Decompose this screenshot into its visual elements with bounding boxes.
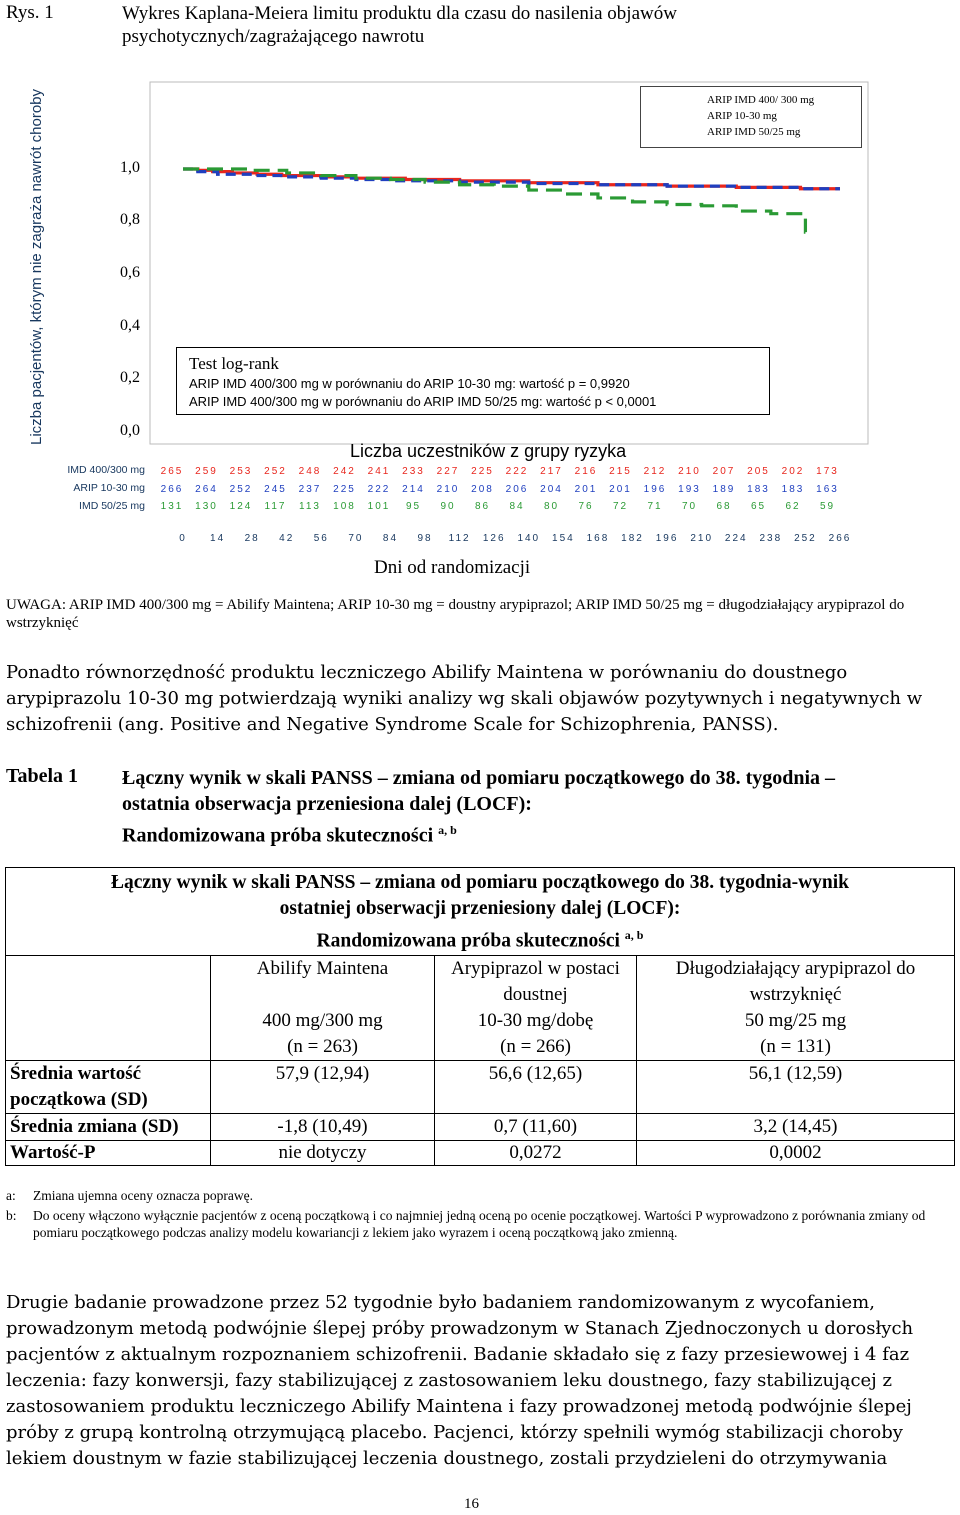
x-tick-label: 238 [759,533,783,544]
col-name: Długodziałający arypiprazol do wstrzyknięć [675,957,916,1005]
x-tick-label: 0 [179,533,187,544]
table-header-line: ostatniej obserwacji przeniesiony dalej (LOCF): [279,898,681,919]
row-label: Wartość-P [6,1140,211,1165]
y-tick-label: 0,4 [120,317,140,334]
y-tick-label: 0,2 [120,369,140,386]
table-header-sup: a, b [624,928,644,942]
footnote-key: a: [6,1188,16,1203]
x-tick-label: 196 [655,533,679,544]
row-value: 0,7 (11,60) [435,1113,637,1140]
risk-count: 202 [781,466,805,477]
table-header-line [10,922,950,955]
series-line-imd50 [183,169,805,232]
risk-count: 253 [229,466,253,477]
x-tick-label: 70 [348,533,364,544]
risk-row-label: IMD 50/25 mg [79,500,145,512]
figure-title: Wykres Kaplana-Meiera limitu produktu dla czasu do nasilenia objawów psychotycznych/zagrażającego nawrotu [122,3,677,47]
figure-note: UWAGA: ARIP IMD 400/300 mg = Abilify Maintena; ARIP 10-30 mg = doustny arypiprazol; ARIP IMD 50/25 mg = długodziałający arypiprazol do wstrzyknięć [6,597,905,631]
y-tick-label: 0,8 [120,211,140,228]
risk-count: 215 [609,466,632,477]
col-dose: 50 mg/25 mg [744,1009,847,1031]
risk-count: 183 [781,484,805,495]
x-tick-label: 14 [210,533,226,544]
x-tick-label: 28 [244,533,260,544]
kaplan-meier-chart [0,0,960,560]
risk-count: 183 [747,484,770,495]
risk-count: 108 [333,501,356,512]
x-tick-label: 182 [621,533,644,544]
risk-count: 252 [264,466,287,477]
row-value: 0,0272 [435,1140,637,1165]
paragraph-panss: Ponadto równorzędność produktu leczniczego Abilify Maintena w porównaniu do doustnego arypiprazolu 10-30 mg potwierdzają wyniki analizy wg skali objawów pozytywnych i negatywnych w schizofrenii (ang. Positive and Negative Syndrome Scale for Schizophrenia, PANSS). [6,662,923,735]
table-row [6,1113,955,1140]
col-dose: 400 mg/300 mg [262,1009,383,1031]
x-tick-label: 42 [279,533,295,544]
table-label: Tabela 1 [6,765,79,787]
footnote-text: Zmiana ujemna oceny oznacza poprawę. [33,1188,254,1203]
risk-count: 86 [474,501,491,512]
risk-count: 241 [367,466,391,477]
risk-count: 210 [678,466,701,477]
risk-table-title: Liczba uczestników z grupy ryzyka [350,441,627,461]
risk-count: 204 [540,484,563,495]
risk-count: 252 [229,484,253,495]
table-col-head [435,955,637,1060]
legend-label-arip: ARIP 10-30 mg [707,110,777,122]
risk-count: 189 [712,484,736,495]
risk-count: 265 [160,466,184,477]
risk-count: 117 [264,501,287,512]
chart-legend [640,86,862,148]
risk-count: 264 [195,484,218,495]
table-title-text: Randomizowana próba skuteczności [122,824,434,847]
y-tick-label: 0,0 [120,422,140,439]
table-title-line: ostatnia obserwacja przeniesiona dalej (LOCF): [122,793,532,815]
y-tick-label: 0,6 [120,264,140,281]
table-col-head [211,955,435,1060]
x-tick-label: 266 [828,533,852,544]
table-title [122,765,922,849]
logrank-title: Test log-rank [189,354,279,373]
risk-count: 225 [471,466,494,477]
x-tick-label: 84 [382,533,399,544]
risk-count: 95 [405,501,422,512]
risk-count: 80 [543,501,560,512]
legend-label-imd50: ARIP IMD 50/25 mg [707,126,801,138]
logrank-line-2: ARIP IMD 400/300 mg w porównaniu do ARIP IMD 50/25 mg: wartość p < 0,0001 [189,394,657,409]
risk-row-label: ARIP 10-30 mg [73,482,145,494]
footnote-text: Do oceny włączono wyłącznie pacjentów z oceną początkową i co najmniej jedną oceną po ocenie początkowej. Wartości P wyprowadzono z porównania zmiany od pomiaru początkowego podczas analizy modelu kowariancji z lekiem jako wyrazem i oceną początkową jako zmienną. [33,1208,926,1240]
x-tick-label: 154 [552,533,575,544]
risk-count: 222 [367,484,391,495]
x-tick-label: 168 [586,533,610,544]
footnote-b [6,1207,946,1263]
logrank-line-1: ARIP IMD 400/300 mg w porównaniu do ARIP 10-30 mg: wartość p = 0,9920 [189,376,630,391]
risk-count: 124 [229,501,253,512]
footnote-key: b: [6,1208,17,1223]
x-tick-label: 224 [724,533,748,544]
y-axis-label: Liczba pacjentów, którym nie zagraża nawrót choroby [28,88,45,445]
x-tick-label: 126 [482,533,506,544]
table-title-sup: a, b [438,823,457,837]
risk-count: 131 [160,501,184,512]
table-title-line: Łączny wynik w skali PANSS – zmiana od pomiaru początkowego do 38. tygodnia – [122,767,836,789]
col-n: (n = 131) [760,1035,831,1057]
row-value: nie dotyczy [211,1140,435,1165]
risk-count: 210 [436,484,460,495]
row-label: Średnia wartość początkowa (SD) [6,1060,211,1113]
risk-count: 59 [819,501,836,512]
col-name: Arypiprazol w postaci doustnej [451,957,620,1005]
row-value: -1,8 (10,49) [211,1113,435,1140]
risk-count: 248 [298,466,322,477]
table-row [6,1060,955,1113]
risk-count: 212 [643,466,667,477]
col-dose: 10-30 mg/dobę [477,1009,594,1031]
x-axis-label: Dni od randomizacji [374,557,531,578]
row-value: 56,1 (12,59) [637,1060,955,1113]
legend-label-imd400: ARIP IMD 400/ 300 mg [707,94,815,106]
risk-count: 222 [505,466,529,477]
logrank-box [176,347,770,415]
risk-count: 130 [195,501,218,512]
risk-count: 225 [333,484,356,495]
risk-count: 245 [264,484,287,495]
x-tick-label: 252 [794,533,817,544]
risk-count: 201 [574,484,598,495]
x-tick-label: 112 [448,533,471,544]
row-value: 56,6 (12,65) [435,1060,637,1113]
risk-row-label: IMD 400/300 mg [67,464,145,476]
risk-count: 62 [785,501,801,512]
risk-count: 206 [505,484,529,495]
row-value: 57,9 (12,94) [211,1060,435,1113]
risk-count: 68 [716,501,732,512]
risk-count: 242 [333,466,356,477]
panss-results-table [5,867,955,1166]
risk-count: 196 [643,484,667,495]
table-header-line: Łączny wynik w skali PANSS – zmiana od pomiaru początkowego do 38. tygodnia-wynik [110,872,850,893]
y-tick-label: 1,0 [120,159,140,176]
footnote-a [6,1187,946,1205]
paragraph-second-study: Drugie badanie prowadzone przez 52 tygodnie było badaniem randomizowanym z wycofaniem, prowadzonym metodą podwójnie ślepej próby prowadzonym w Stanach Zjednoczonych u dorosłych pacjentów z aktualnym rozpoznaniem schizofrenii. Badanie składało się z fazy przesiewowej i 4 faz leczenia: fazy konwersji, fazy stabilizującej z zastosowaniem leku doustnego, fazy stabilizującej z zastosowaniem produktu leczniczego Abilify Maintena i fazy prowadzonej metodą podwójnie ślepej próby z grupą kontrolną otrzymującą placebo. Pacjenci, którzy spełnili wymóg stabilizacji choroby lekiem doustnym w fazie stabilizującej leczenia doustnego, zostali przydzieleni do otrzymywania [6,1292,914,1469]
risk-count: 113 [299,501,321,512]
risk-count: 65 [750,501,767,512]
risk-count: 266 [160,484,184,495]
col-name: Abilify Maintena [256,957,389,979]
col-n: (n = 266) [500,1035,571,1057]
risk-count: 90 [440,501,456,512]
risk-count: 163 [816,484,839,495]
page-number: 16 [464,1496,479,1512]
risk-count: 101 [367,501,391,512]
risk-count: 259 [195,466,218,477]
table-title-line [122,817,922,849]
risk-count: 193 [678,484,701,495]
risk-count: 84 [509,501,525,512]
table-column-row [6,955,955,1060]
risk-count: 207 [712,466,736,477]
risk-count: 70 [681,501,698,512]
risk-count: 72 [612,501,629,512]
figure-number: Rys. 1 [6,2,54,23]
table-row [6,1140,955,1165]
x-tick-label: 210 [690,533,714,544]
risk-count: 71 [647,501,663,512]
risk-count: 237 [298,484,322,495]
table-header-cell [6,868,955,956]
risk-count: 214 [402,484,425,495]
risk-count: 205 [747,466,770,477]
table-header-row [6,868,955,956]
row-value: 3,2 (14,45) [637,1113,955,1140]
table-header-text: Randomizowana próba skuteczności [316,930,620,952]
x-tick-label: 140 [517,533,541,544]
risk-count: 201 [609,484,632,495]
table-cell-empty [6,955,211,1060]
risk-count: 233 [402,466,425,477]
row-label: Średnia zmiana (SD) [6,1113,211,1140]
x-tick-label: 98 [417,533,433,544]
risk-count: 217 [540,466,563,477]
risk-count: 216 [574,466,598,477]
risk-count: 173 [816,466,839,477]
risk-count: 76 [578,501,594,512]
risk-count: 208 [471,484,494,495]
risk-count: 227 [436,466,460,477]
x-tick-label: 56 [313,533,329,544]
row-value: 0,0002 [637,1140,955,1165]
table-col-head [637,955,955,1060]
col-n: (n = 263) [287,1035,358,1057]
